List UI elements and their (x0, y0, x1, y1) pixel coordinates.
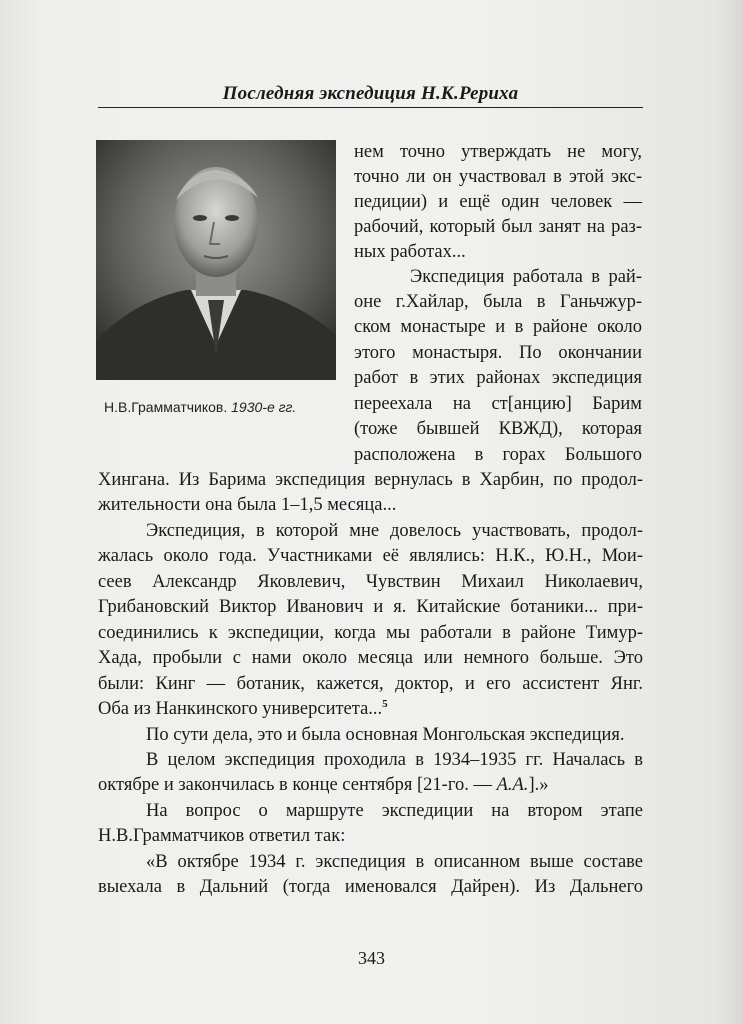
italic-initials: А.А. (496, 775, 529, 795)
header-rule (98, 107, 643, 108)
text-line: Хингана. Из Барима экспедиция вернулась в Харбин, по продол- (98, 470, 643, 490)
text-line: рабочий, который был занят на раз- (354, 217, 642, 237)
text-line: «В октябре 1934 г. экспедиция в описанном выше составе (146, 852, 643, 872)
text-line: этого монастыря. По окончании (354, 343, 642, 363)
text-line: По сути дела, это и была основная Монгольская экспедиция. (146, 725, 625, 745)
text-line (98, 773, 643, 797)
text-fragment: Оба из Нанкинского университета... (98, 699, 383, 719)
text-line: Н.В.Грамматчиков ответил так: (98, 826, 346, 846)
text-line (98, 697, 643, 721)
text-line: переехала на ст[анцию] Барим (354, 394, 642, 414)
caption-name: Н.В.Грамматчиков. (104, 399, 228, 415)
text-line: Хада, пробыли с нами около месяца или немного больше. Это (98, 648, 643, 668)
portrait-image (96, 140, 336, 380)
text-line: ных работах... (354, 242, 466, 262)
portrait-photo (96, 140, 336, 380)
text-line: Экспедиция, в которой мне довелось участвовать, продол- (146, 521, 643, 541)
text-fragment: ].» (528, 775, 549, 795)
footnote-ref: 5 (382, 697, 388, 710)
text-line: точно ли он участвовал в этой экс- (354, 167, 642, 187)
text-line: выехала в Дальний (тогда именовался Дайрен). Из Дальнего (98, 877, 643, 897)
text-line: были: Кинг — ботаник, кажется, доктор, и его ассистент Янг. (98, 674, 643, 694)
page-number: 343 (358, 948, 385, 968)
running-head: Последняя экспедиция Н.К.Рериха (222, 83, 519, 104)
text-line: ском монастыре и в районе около (354, 317, 642, 337)
text-line: работ в этих районах экспедиция (354, 368, 642, 388)
photo-caption (104, 399, 344, 415)
text-line: жалась около года. Участниками её являлись: Н.К., Ю.Н., Мои- (98, 546, 643, 566)
text-line: Экспедиция работала в рай- (410, 267, 642, 287)
text-line: В целом экспедиция проходила в 1934–1935 гг. Началась в (146, 750, 643, 770)
caption-date: 1930-е гг. (231, 399, 297, 415)
text-line: сеев Александр Яковлевич, Чувствин Михаил Николаевич, (98, 572, 643, 592)
text-line: соединились к экспедиции, когда мы работали в районе Тимур- (98, 623, 643, 643)
text-line: оне г.Хайлар, была в Ганьчжур- (354, 292, 642, 312)
text-line: педиции) и ещё один человек — (354, 192, 642, 212)
text-fragment: октябре и закончилась в конце сентября [21-го. — (98, 775, 492, 795)
text-line: (тоже бывшей КВЖД), которая (354, 419, 642, 439)
text-line: расположена в горах Большого (354, 445, 642, 465)
text-line: нем точно утверждать не могу, (354, 142, 642, 162)
text-line: На вопрос о маршруте экспедиции на втором этапе (146, 801, 643, 821)
text-line: Грибановский Виктор Иванович и я. Китайские ботаники... при- (98, 597, 643, 617)
text-line: жительности она была 1–1,5 месяца... (98, 495, 397, 515)
